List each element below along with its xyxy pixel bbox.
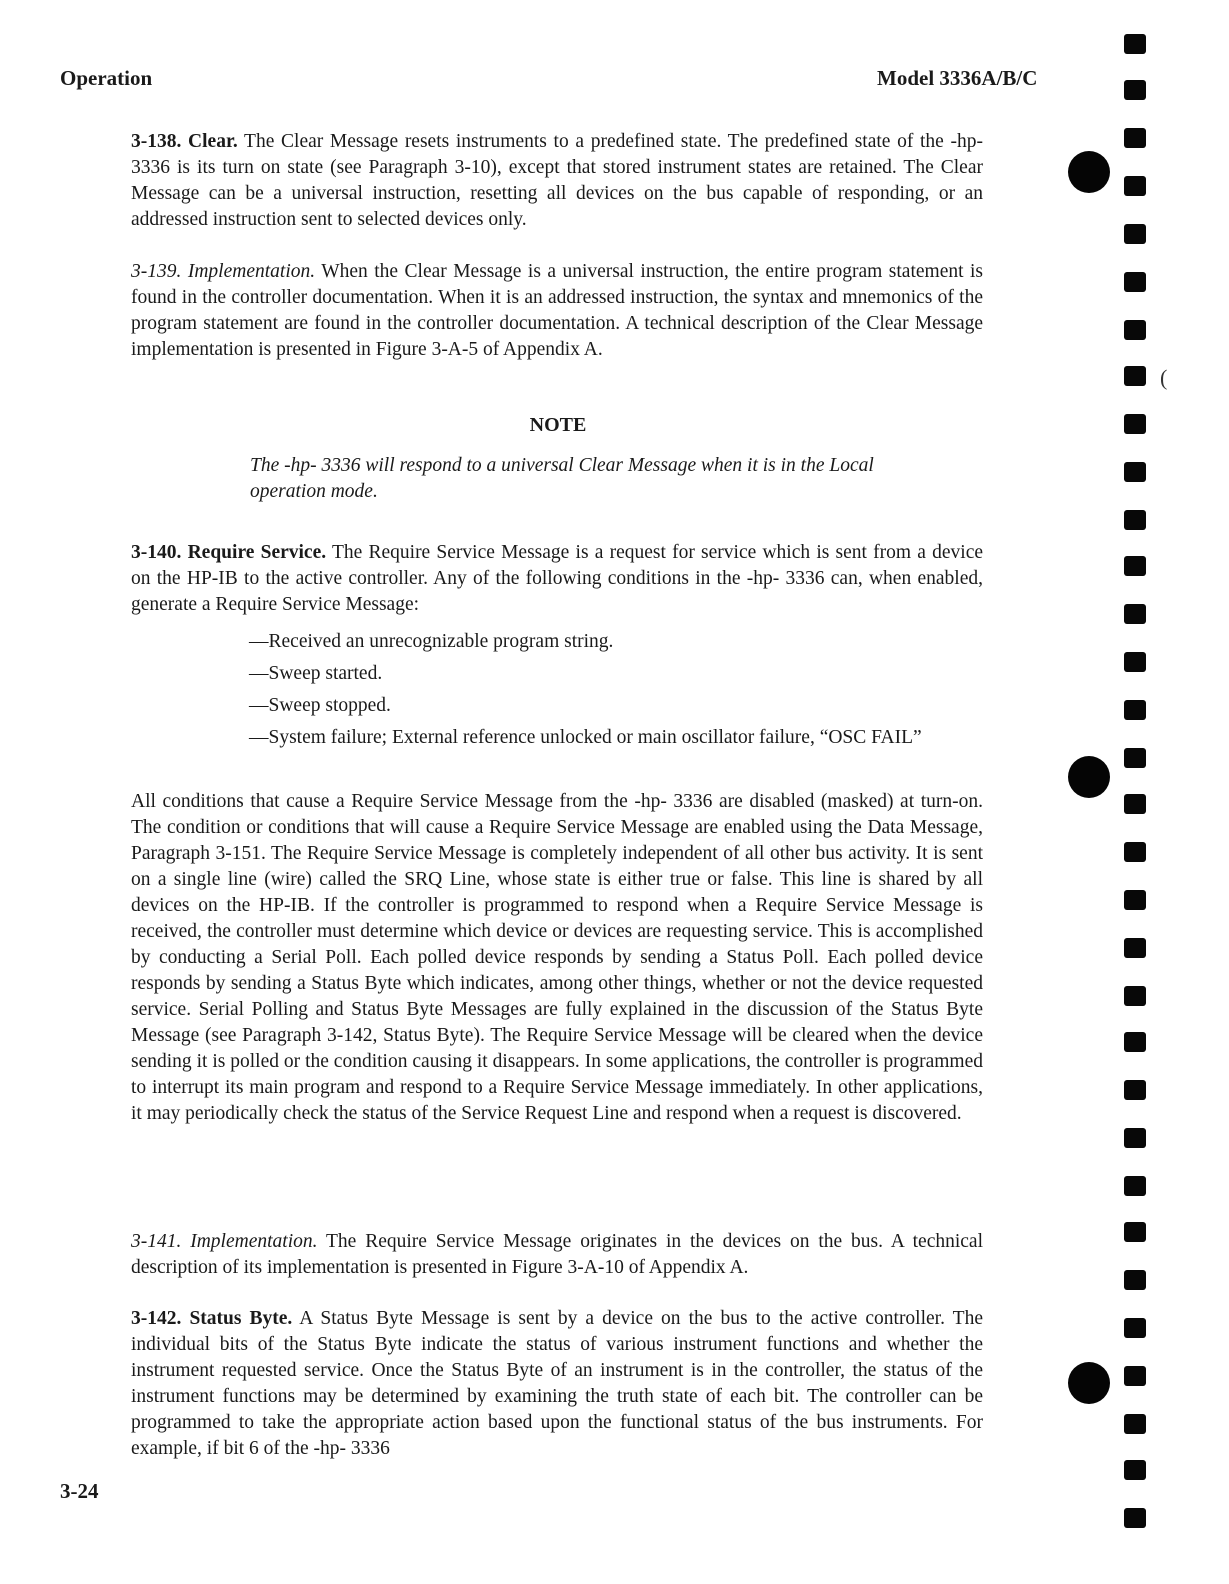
list-item: —Received an unrecognizable program string.	[249, 631, 614, 652]
comb-mark	[1124, 604, 1146, 624]
comb-mark	[1124, 556, 1146, 576]
paragraph-number: 3-142.	[131, 1308, 182, 1329]
paragraph-number: 3-140.	[131, 542, 182, 563]
comb-mark	[1124, 224, 1146, 244]
comb-mark	[1124, 320, 1146, 340]
paragraph-title: Implementation.	[190, 1231, 318, 1252]
punch-hole	[1068, 756, 1110, 798]
comb-mark	[1124, 272, 1146, 292]
list-item: —System failure; External reference unlocked or main oscillator failure, “OSC FAIL”	[249, 727, 922, 748]
paragraph-3-138	[131, 129, 983, 233]
paragraph-3-142	[131, 1306, 983, 1462]
comb-mark	[1124, 462, 1146, 482]
comb-mark	[1124, 1176, 1146, 1196]
margin-mark: (	[1160, 365, 1168, 390]
comb-mark	[1124, 1414, 1146, 1434]
comb-mark	[1124, 700, 1146, 720]
punch-hole	[1068, 151, 1110, 193]
paragraph-title: Clear.	[188, 131, 238, 152]
paragraph-3-140-continuation: All conditions that cause a Require Service Message from the -hp- 3336 are disabled (masked) at turn-on. The condition or conditions that will cause a Require Service Message are enabled using the Data Message, Paragraph 3-151. The Require Service Message is completely independent of all other bus activity. It is sent on a single line (wire) called the SRQ Line, whose state is either true or false. This line is shared by all devices on the HP-IB. If the controller is programmed to respond when a Require Service Message is received, the controller must determine which device or devices are requesting service. This is accomplished by conducting a Serial Poll. Each polled device responds by sending a Status Poll. Each polled device responds by sending a Status Byte which indicates, among other things, whether or not the device requested service. Serial Polling and Status Byte Messages are fully explained in the discussion of the Status Byte Message (see Paragraph 3-142, Status Byte). The Require Service Message will be cleared when the device sending it is polled or the condition causing it disappears. In some applications, the controller is programmed to interrupt its main program and respond to a Require Service Message immediately. In other applications, it may periodically check the status of the Service Request Line and respond when a request is discovered.	[131, 791, 983, 1124]
comb-mark	[1124, 1032, 1146, 1052]
page-number: 3-24	[60, 1479, 99, 1503]
comb-mark	[1124, 1318, 1146, 1338]
paragraph-title: Implementation.	[187, 261, 316, 282]
comb-mark	[1124, 34, 1146, 54]
list-item: —Sweep started.	[249, 663, 383, 684]
paragraph-number: 3-141.	[131, 1231, 182, 1252]
paragraph-text: The Require Service Message originates in the devices on the bus. A technical description of its implementation is presented in Figure 3-A-10 of Appendix A.	[131, 1231, 983, 1278]
paragraph-number: 3-138.	[131, 131, 182, 152]
comb-mark	[1124, 1222, 1146, 1242]
comb-mark	[1124, 652, 1146, 672]
comb-mark	[1124, 938, 1146, 958]
comb-mark	[1124, 176, 1146, 196]
comb-mark	[1124, 794, 1146, 814]
paragraph-text: A Status Byte Message is sent by a device on the bus to the active controller. The individual bits of the Status Byte indicate the status of various instrument functions and whether the instrument requested service. Once the Status Byte of an instrument is in the controller, the status of the instrument functions may be determined by examining the truth state of each bit. The controller can be programmed to take the appropriate action based upon the functional status of the bus instruments. For example, if bit 6 of the -hp- 3336	[131, 1308, 983, 1459]
paragraph-text: The Require Service Message is a request for service which is sent from a device on the HP-IB to the active controller. Any of the following conditions in the -hp- 3336 can, when enabled, generate a Require Service Message:	[131, 542, 984, 615]
comb-mark	[1124, 1366, 1146, 1386]
punch-hole	[1068, 1362, 1110, 1404]
paragraph-3-139	[131, 259, 983, 363]
comb-mark	[1124, 128, 1146, 148]
comb-mark	[1124, 414, 1146, 434]
comb-mark	[1124, 1080, 1146, 1100]
binder-holes	[1068, 0, 1118, 1584]
condition-list	[249, 629, 983, 757]
comb-mark	[1124, 80, 1146, 100]
running-header-section: Operation	[60, 66, 153, 90]
comb-mark	[1124, 510, 1146, 530]
comb-mark	[1124, 890, 1146, 910]
comb-mark	[1124, 986, 1146, 1006]
paragraph-title: Status Byte.	[189, 1308, 293, 1329]
paragraph-number: 3-139.	[131, 261, 182, 282]
list-item: —Sweep stopped.	[249, 695, 391, 716]
comb-mark	[1124, 1460, 1146, 1480]
comb-mark	[1124, 748, 1146, 768]
comb-mark	[1124, 366, 1146, 386]
comb-mark	[1124, 842, 1146, 862]
paragraph-3-140	[131, 540, 983, 618]
paragraph-3-141	[131, 1229, 983, 1281]
comb-mark	[1124, 1508, 1146, 1528]
binding-comb-marks	[1124, 0, 1154, 1584]
paragraph-title: Require Service.	[187, 542, 327, 563]
paragraph-text: The Clear Message resets instruments to a predefined state. The predefined state of the -hp- 3336 is its turn on state (see Paragraph 3-10), except that stored instrument states are retained. The Clear Message can be a universal instruction, resetting all devices on the bus capable of responding, or an addressed instruction sent to selected devices only.	[131, 131, 983, 230]
comb-mark	[1124, 1270, 1146, 1290]
comb-mark	[1124, 1128, 1146, 1148]
paragraph-text: When the Clear Message is a universal instruction, the entire program statement is found in the controller documentation. When it is an addressed instruction, the syntax and mnemonics of the program statement are found in the controller documentation. A technical description of the Clear Message implementation is presented in Figure 3-A-5 of Appendix A.	[131, 261, 983, 360]
note-title: NOTE	[529, 414, 587, 436]
note-body: The -hp- 3336 will respond to a universal Clear Message when it is in the Local operation mode.	[250, 455, 874, 502]
running-header-model: Model 3336A/B/C	[877, 66, 1038, 90]
